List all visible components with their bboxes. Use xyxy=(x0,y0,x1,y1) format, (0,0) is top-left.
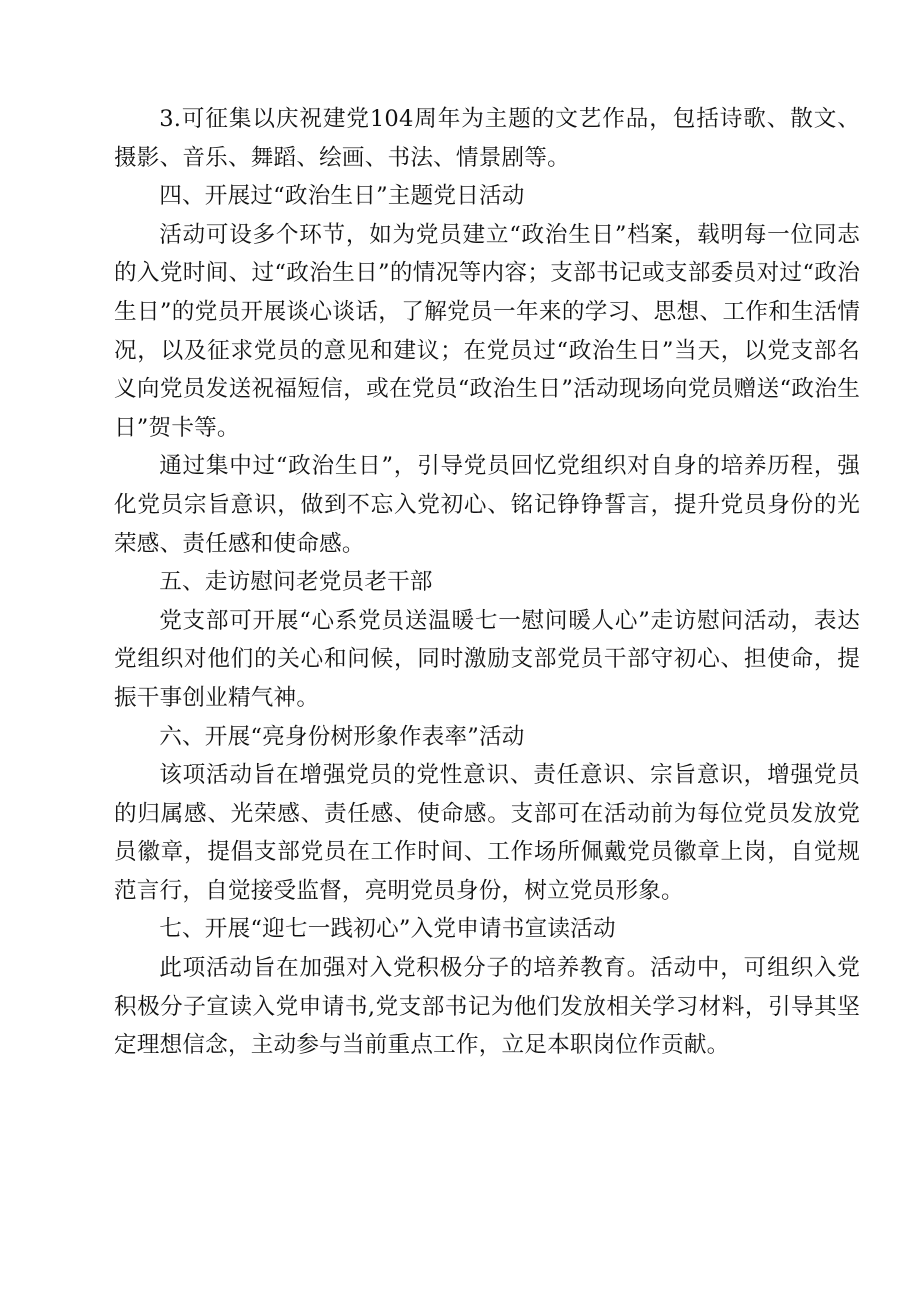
paragraph-section-7: 此项活动旨在加强对入党积极分子的培养教育。活动中，可组织入党积极分子宣读入党申请书,党支部书记为他们发放相关学习材料，引导其坚定理想信念，主动参与当前重点工作，立足本职岗位作贡献。 xyxy=(114,955,860,1059)
section-heading-7: 七、开展“迎七一践初心”入党申请书宣读活动 xyxy=(159,916,616,943)
paragraph-section-4-a: 活动可设多个环节，如为党员建立“政治生日”档案，载明每一位同志的入党时间、过“政治生日”的情况等内容；支部书记或支部委员对过“政治生日”的党员开展谈心谈话，了解党员一年来的学习、思想、工作和生活情况，以及征求党员的意见和建议；在党员过“政治生日”当天，以党支部名义向党员发送祝福短信，或在党员“政治生日”活动现场向党员赠送“政治生日”贺卡等。 xyxy=(114,221,860,441)
paragraph-section-6: 该项活动旨在增强党员的党性意识、责任意识、宗旨意识，增强党员的归属感、光荣感、责任感、使命感。支部可在活动前为每位党员发放党员徽章，提倡支部党员在工作时间、工作场所佩戴党员徽章上岗，自觉规范言行，自觉接受监督，亮明党员身份，树立党员形象。 xyxy=(114,762,860,904)
paragraph-item-3: 3.可征集以庆祝建党104周年为主题的文艺作品，包括诗歌、散文、摄影、音乐、舞蹈、绘画、书法、情景剧等。 xyxy=(114,106,860,171)
paragraph-section-5: 党支部可开展“心系党员送温暖七一慰问暖人心”走访慰问活动，表达党组织对他们的关心和问候，同时激励支部党员干部守初心、担使命，提振干事创业精气神。 xyxy=(114,607,860,711)
section-heading-5: 五、走访慰问老党员老干部 xyxy=(159,569,433,596)
section-heading-4: 四、开展过“政治生日”主题党日活动 xyxy=(159,183,525,210)
paragraph-section-4-b: 通过集中过“政治生日”，引导党员回忆党组织对自身的培养历程，强化党员宗旨意识，做到不忘入党初心、铭记铮铮誓言，提升党员身份的光荣感、责任感和使命感。 xyxy=(114,453,860,557)
section-heading-6: 六、开展“亮身份树形象作表率”活动 xyxy=(159,723,525,750)
